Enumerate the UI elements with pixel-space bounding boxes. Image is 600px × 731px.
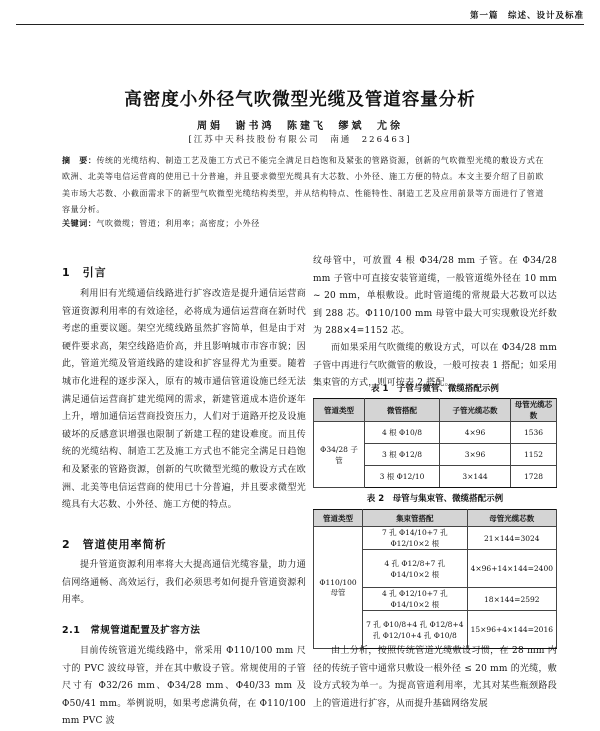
section-2-1-heading: 2.1 常规管道配置及扩容方法 [62,625,201,636]
table-1-header: 母管光缆芯数 [511,399,557,422]
paper-title: 高密度小外径气吹微型光缆及管道容量分析 [124,90,476,110]
table-1-header: 子管光缆芯数 [440,399,511,422]
section-2-1-paragraph: 目前传统管道光缆线路中，常采用 Φ110/100 mm 尺寸的 PVC 波纹母管，并在其中敷设子管。常规使用的子管尺寸有 Φ32/26 mm、Φ34/28 mm、Φ40/33 mm 及 Φ50/41 mm。举例说明，如果考虑满负荷，在 Φ110/100 mm PVC 波 [62,646,306,727]
table-2-cell: 21×144=3024 [467,527,556,550]
table-2-caption: 表 2 母管与集束管、微缆搭配示例 [366,494,504,504]
paper-authors: 周娟 谢书鸿 陈建飞 缪斌 尤徐 [197,121,403,132]
abstract [62,153,544,218]
table-2-cell: 7 孔 Φ10/8+4 孔 Φ12/8+4 孔 Φ12/10+4 孔 Φ10/8 [363,611,468,649]
keywords-text: 气吹微缆；管道；利用率；高密度；小外径 [96,219,260,228]
running-header: 第一篇 综述、设计及标准 [469,11,584,21]
table-1-cell: 4 根 Φ10/8 [365,422,440,444]
table-1-cell: 1152 [511,444,557,466]
table-1-cell: 3×144 [440,466,511,488]
paper-affiliation: [江苏中天科技股份有限公司 南通 226463] [188,135,412,145]
right-paragraph-1: 纹母管中，可放置 4 根 Φ34/28 mm 子管。在 Φ34/28 mm 子管中可直接安装管道缆，一般管道缆外径在 10 mm ~ 20 mm，单根敷设。此时管道缆的常规最大芯数可以达到 288 芯。Φ110/100 mm 母管中最大可实现敷设光纤数为 288×4=1152 芯。 [313,256,557,337]
table-1-cell: 1728 [511,466,557,488]
table-1-caption: 表 1 子管与微管、微缆搭配示例 [371,384,499,394]
table-1-cell: 4×96 [440,422,511,444]
section-1-paragraph: 利用旧有光缆通信线路进行扩容改造是提升通信运营商管道资源利用率的有效途径，必将成为通信运营商在新时代考虑的重要议题。架空光缆线路虽然扩容简单，但是由于对硬件要求高，架空线路造价高，并且影响城市市容市貌；因此，管道光缆及管道线路的建设和扩容显得尤为重要。随着城市化进程的逐步深入，原有的城市通信管道设施已经无法满足通信运营商扩建光缆网的需求，新建管道成本造价逐年上升，增加通信运营商投资压力，人们对于道路开挖及设施破坏的反感意识增强也限制了新建工程的建设难度。而且传统的光缆结构、制造工艺及施工方式也不能完全满足日趋饱和及紧张的管路资源，创新的气吹微型光缆的敷设方式在欧洲、北美等电信运营商的使用已十分普遍，并且要求微型光缆具有大芯数、小外径、施工方便的特点。 [62,289,306,511]
table-2 [313,509,557,649]
table-2-header: 管道类型 [314,510,363,527]
table-1-header: 管道类型 [314,399,365,422]
table-2-cell: 4×96+14×144=2400 [467,550,556,588]
table-1 [313,398,557,488]
right-paragraph-3: 由上分析，按照传统管道光缆敷设习惯，在 28 mm 内径的传统子管中通常只敷设一根外径 ≤ 20 mm 的光缆，敷设方式较为单一。为提高管道利用率，尤其对某些瓶颈路段上的管道进行扩容，从而提升基础网络发展 [313,646,557,709]
table-1-cell: 3 根 Φ12/10 [365,466,440,488]
table-2-cell: 18×144=2592 [467,588,556,611]
keywords-label: 关键词： [62,219,97,228]
table-1-cell: 3 根 Φ12/8 [365,444,440,466]
section-2-paragraph: 提升管道资源利用率将大大提高通信光缆容量，助力通信网络通畅、高效运行，我们必须思考如何提升管道资源利用率。 [62,560,306,606]
abstract-text: 传统的光缆结构、制造工艺及施工方式已不能完全满足日趋饱和及紧张的管路资源，创新的气吹微型光缆的敷设方式在欧洲、北美等电信运营商的使用已十分普遍，并且要求微型光缆具有大芯数、小外径、施工方便的特点。本文主要介绍了目前欧美市场大芯数、小截面需求下的新型气吹微型光缆结构类型，并从结构特点、性能特性、制造工艺及应用前景等方面进行了管道容量分析。 [62,156,544,214]
table-1-cell: 1536 [511,422,557,444]
table-2-cell: 7 孔 Φ14/10+7 孔 Φ12/10×2 根 [363,527,468,550]
table-2-header: 母管光缆芯数 [467,510,556,527]
section-1-heading: 1 引言 [62,266,107,279]
table-1-header: 微管搭配 [365,399,440,422]
table-2-cell: 4 孔 Φ12/10+7 孔 Φ14/10×2 根 [363,588,468,611]
table-1-cell: 3×96 [440,444,511,466]
table-2-cell: 4 孔 Φ12/8+7 孔 Φ14/10×2 根 [363,550,468,588]
abstract-label: 摘 要： [62,156,97,165]
table-2-group-cell: Φ110/100 母管 [314,527,363,649]
table-2-cell: 15×96+4×144=2016 [467,611,556,649]
header-rule [16,24,584,25]
table-2-header: 集束管搭配 [363,510,468,527]
keywords [62,218,544,229]
table-1-group-cell: Φ34/28 子管 [314,422,365,488]
right-paragraph-2: 而如果采用气吹微缆的敷设方式，可以在 Φ34/28 mm 子管中再进行气吹微管的敷设，一般可按表 1 搭配；如采用集束管的方式，则可按表 2 搭配。 [313,343,557,389]
section-2-heading: 2 管道使用率简析 [62,538,167,551]
